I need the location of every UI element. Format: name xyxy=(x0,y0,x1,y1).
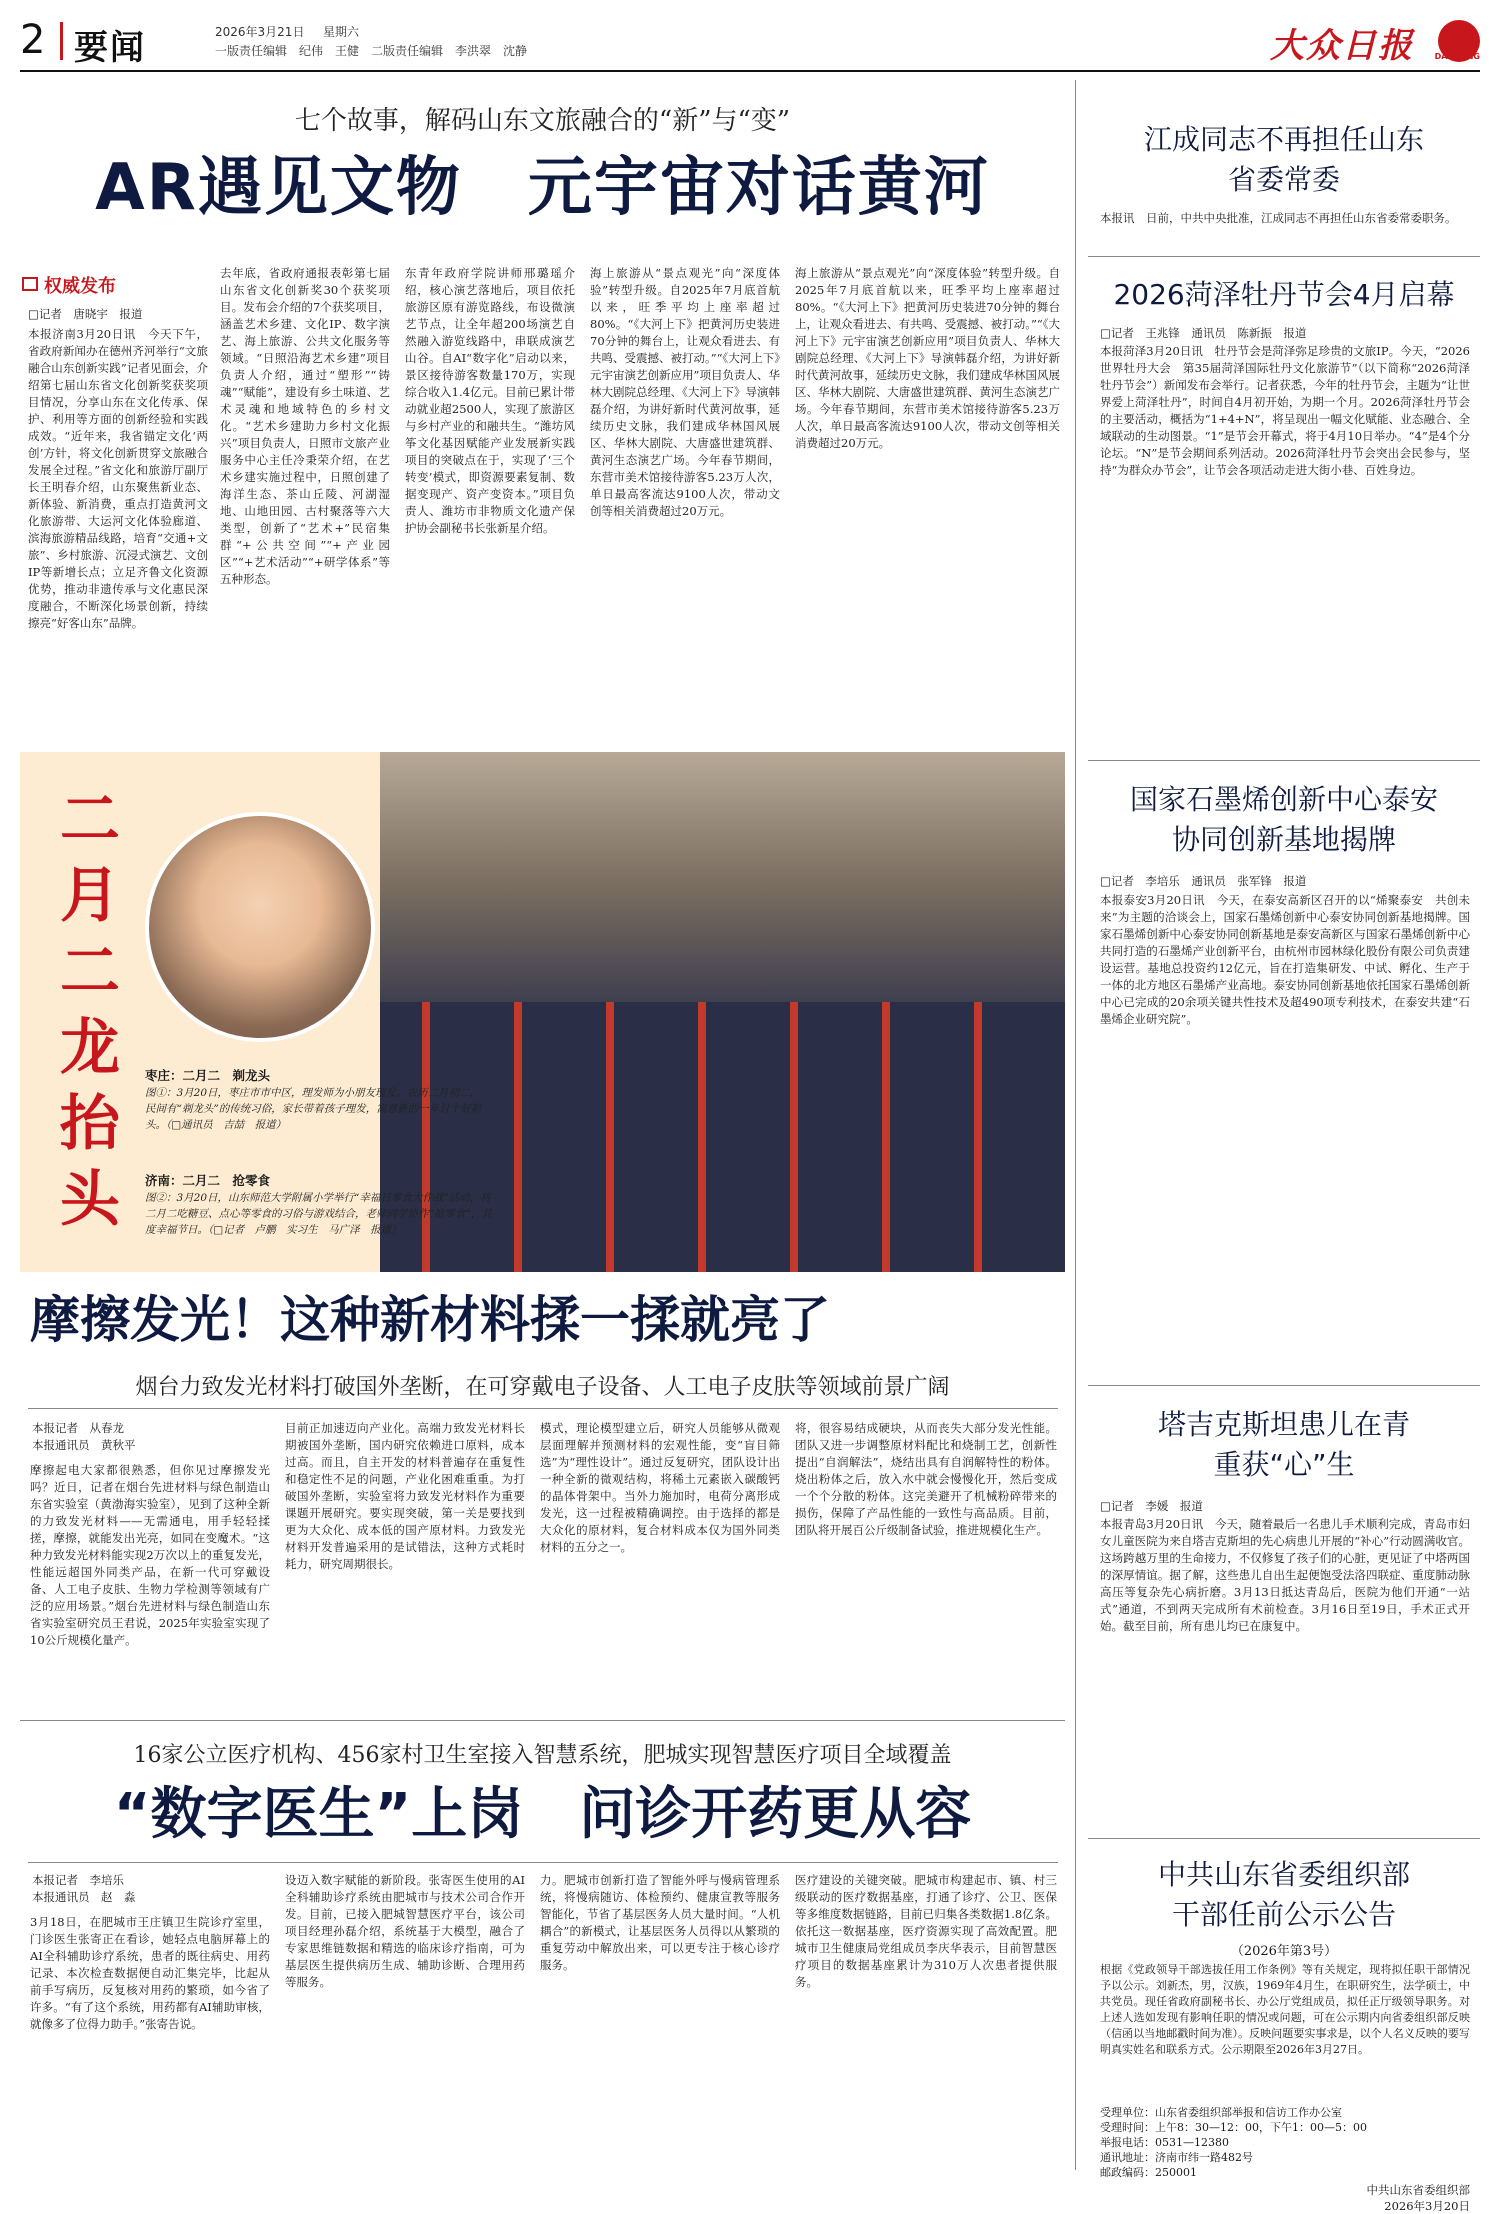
contact-line: 邮政编码：250001 xyxy=(1100,2166,1197,2179)
newspaper-logo xyxy=(1270,18,1480,64)
news-e-headline: 中共山东省委组织部干部任前公示公告 xyxy=(1157,1858,1410,1931)
logo-text: 大众日报 xyxy=(1270,26,1414,66)
release-label-text: 权威发布 xyxy=(44,276,116,297)
news-e-signature xyxy=(1367,2182,1471,2214)
lead-column-5: 海上旅游从“景点观光”向“深度体验”转型升级。自2025年7月底首航以来，旺季平均上座率超过80%。“《大河上下》把黄河历史装进70分钟的舞台上，让观众看进去、有共鸣、受震撼、被打动。”“《大河上下》元宇宙演艺创新应用”项目负责人、华林大剧院总经理、《大河上下》导演韩磊介绍，为讲好新时代黄河故事，延续历史文脉，我们建成华林国风展区、华林大剧院、大唐盛世建筑群、黄河生态演艺广场。今年春节期间，东营市美术馆接待游客5.23万人次，单日最高客流达9100人次，带动文创等相关消费超过20万元。 xyxy=(795,266,1060,450)
news-e-subtitle: （2026年第3号） xyxy=(1230,1944,1338,1959)
header-rule xyxy=(20,70,1480,72)
photo-haircut-child xyxy=(145,812,375,1042)
vertical-title xyxy=(50,782,130,1242)
caption-zaozhuang xyxy=(145,1067,485,1133)
caption-title: 济南：二月二 抢零食 xyxy=(145,1173,271,1188)
news-b-body: 本报菏泽3月20日讯 牡丹节会是菏泽弥足珍贵的文旅IP。今天，“2026世界牡丹大会 第35届菏泽国际牡丹文化旅游节”（以下简称“2026菏泽牡丹节会”）新闻发布会举行。记者获悉，今年的牡丹节会，主题为“让世界爱上菏泽牡丹”，时间自4月初开始，为期一个月。2026菏泽牡丹节会的主要活动，概括为“1+4+N”，将呈现出一幅文化赋能、业态融合、全域联动的生动图景。“1”是节会开幕式，将于4月10日举办。“4”是4个分论坛。“N”是节会期间系列活动。2026菏泽牡丹节会突出会民参与，坚持“为群众办节会”，让节会各项活动走进大街小巷、百姓身边。 xyxy=(1100,344,1470,477)
doctor-byline-1: 本报记者 李培乐 xyxy=(32,1873,124,1887)
signature-date: 2026年3月20日 xyxy=(1384,2199,1470,2213)
header-credits: 一版责任编辑 纪伟 王健 二版责任编辑 李洪翠 沈静 xyxy=(215,44,528,58)
right-rule xyxy=(1088,760,1480,761)
contact-line: 通讯地址：济南市纬一路482号 xyxy=(1100,2151,1253,2164)
vtitle-char: 抬 xyxy=(60,1089,120,1159)
doctor-article xyxy=(20,1730,1065,2180)
lead-article xyxy=(20,80,1065,750)
news-b-headline: 2026菏泽牡丹节会4月启幕 xyxy=(1113,278,1455,311)
section-rule xyxy=(20,1720,1065,1721)
friction-column-1: 摩擦起电大家都很熟悉，但你见过摩擦发光吗？近日，记者在烟台先进材料与绿色制造山东省实验室（黄渤海实验室），见到了这种全新的力致发光材料——无需通电，用手轻轻揉搓，摩擦，就能发出光亮，如同在变魔术。“这种力致发光材料能实现2万次以上的重复发光，性能远超国外同类产品，在新一代可穿戴设备、人工电子皮肤、生物力学检测等领域有广泛的应用场景。”烟台先进材料与绿色制造山东省实验室研究员王君说，2025年实验室实现了10公斤规模化量产。 xyxy=(30,1463,270,1647)
header-weekday: 星期六 xyxy=(323,25,360,39)
contact-line: 受理时间：上午8：30—12：00，下午1：00—5：00 xyxy=(1100,2121,1367,2134)
friction-byline-1: 本报记者 从春龙 xyxy=(32,1421,124,1435)
news-d-body: 本报青岛3月20日讯 今天，随着最后一名患儿手术顺利完成，青岛市妇女儿童医院为来自塔吉克斯坦的先心病患儿开展的“补心”行动圆满收官。这场跨越万里的生命接力，不仅修复了孩子们的心脏，更见证了中塔两国的深厚情谊。据了解，这些患儿自出生起便饱受法洛四联症、重度肺动脉高压等复杂先心病折磨。3月13日抵达青岛后，医院为他们开通“一站式”通道，不到两天完成所有术前检查。3月16日至19日，手术正式开始。截至目前，所有患儿均已在康复中。 xyxy=(1100,1517,1470,1633)
news-c-byline: □记者 李培乐 通讯员 张军锋 报道 xyxy=(1100,874,1307,888)
signature-org: 中共山东省委组织部 xyxy=(1366,2183,1470,2197)
caption-jinan xyxy=(145,1172,495,1238)
vtitle-char: 二 xyxy=(60,785,120,855)
right-column xyxy=(1088,80,1480,2213)
vtitle-char: 龙 xyxy=(60,1013,120,1083)
friction-column-3: 模式，理论模型建立后，研究人员能够从微观层面理解并预测材料的宏观性能，变“盲目筛选”为“理性设计”。通过反复研究，团队设计出一种全新的微观结构，将稀土元素嵌入碳酸钙的晶体骨架中。当外力施加时，电荷分离形成发光，这一过程被精确调控。由于选择的都是大众化的原材料，复合材料成本仅为国外同类材料的五分之一。 xyxy=(540,1421,780,1554)
right-rule xyxy=(1088,1385,1480,1386)
friction-subheadline: 烟台力致发光材料打破国外垄断，在可穿戴电子设备、人工电子皮肤等领域前景广阔 xyxy=(135,1375,950,1400)
section-name: 要闻 xyxy=(74,28,146,68)
caption-title: 枣庄：二月二 剃龙头 xyxy=(145,1068,271,1083)
photo-feature xyxy=(20,752,1065,1272)
friction-article xyxy=(20,1280,1065,1710)
friction-column-4: 将，很容易结成硬块，从而丧失大部分发光性能。团队又进一步调整原材料配比和烧制工艺，创新性提出“自润解法”，烧结出具有自润解特性的粉体。烧出粉体之后，放入水中就会慢慢化开，然后变成一个个分散的粉体。这完美避开了机械粉碎带来的损伤，保障了产品性能的一致性与高品质。目前，团队将开展百公斤级制备试验，推进规模化生产。 xyxy=(795,1421,1057,1537)
doctor-column-1: 3月18日，在肥城市王庄镇卫生院诊疗室里，门诊医生张寄正在看诊，她轻点电脑屏幕上的AI全科辅助诊疗系统，患者的既往病史、用药记录、本次检查数据便自动汇集完毕，比起从前手写病历，反复核对用药的繁琐，如今省了许多。“有了这个系统，用药都有AI辅助审核，就像多了位得力助手。”张寄告说。 xyxy=(30,1915,270,2031)
friction-byline-2: 本报通讯员 黄秋平 xyxy=(32,1438,136,1452)
doctor-kicker: 16家公立医疗机构、456家村卫生室接入智慧系统，肥城实现智慧医疗项目全域覆盖 xyxy=(133,1743,952,1768)
friction-rule xyxy=(28,1408,1058,1409)
lead-column-3: 东青年政府学院讲师邢璐瑶介绍，核心演艺落地后，项目依托旅游区原有游览路线，布设微演艺节点，让全年超200场演艺自然融入游览线路中，串联成演艺山谷。自AI“数字化”启动以来，景区接待游客数量170万，实现综合收入1.4亿元。目前已累计带动就业超2500人，实现了旅游区与乡村产业的和融共生。“潍坊风筝文化基因赋能产业发展新实践项目的突破点在于，实现了‘三个转变’模式，即资源要素复制、数据变现产、资产变资本。”项目负责人、潍坊市非物质文化遗产保护协会副秘书长张新星介绍。 xyxy=(405,266,575,535)
news-b-byline: □记者 王兆锋 通讯员 陈新振 报道 xyxy=(1100,326,1307,340)
vtitle-char: 月 xyxy=(60,861,120,931)
doctor-column-3: 力。肥城市创新打造了智能外呼与慢病管理系统，将慢病随访、体检预约、健康宣教等服务智能化，节省了基层医务人员大量时间。“人机耦合”的新模式，让基层医务人员得以从繁琐的重复劳动中解放出来，可以更专注于核心诊疗服务。 xyxy=(540,1873,780,1972)
lead-kicker: 七个故事，解码山东文旅融合的“新”与“变” xyxy=(294,106,791,136)
news-d-byline: □记者 李媛 报道 xyxy=(1100,1499,1203,1513)
logo-english: DAZHONG xyxy=(1434,52,1480,61)
lead-column-4: 海上旅游从“景点观光”向“深度体验”转型升级。自2025年7月底首航以来，旺季平均上座率超过80%。“《大河上下》把黄河历史装进70分钟的舞台上，让观众看进去、有共鸣、受震撼、被打动。”“《大河上下》元宇宙演艺创新应用”项目负责人、华林大剧院总经理、《大河上下》导演韩磊介绍，为讲好新时代黄河故事，延续历史文脉，我们建成华林国风展区、华林大剧院、大唐盛世建筑群、黄河生态演艺广场。今年春节期间，东营市美术馆接待游客5.23万人次，单日最高客流达9100人次，带动文创等相关消费超过20万元。 xyxy=(590,266,780,518)
news-c-body: 本报泰安3月20日讯 今天，在泰安高新区召开的以“烯聚泰安 共创未来”为主题的洽谈会上，国家石墨烯创新中心泰安协同创新基地揭牌。国家石墨烯创新中心泰安协同创新基地是泰安高新区与国家石墨烯创新中心共同打造的石墨烯产业创新平台，由杭州市园林绿化股份有限公司负责建设运营。基地总投资约12亿元，旨在打造集研发、中试、孵化、生产于一体的北方地区石墨烯产业高地。泰安协同创新基地依托国家石墨烯创新中心已完成的20余项关键共性技术及超490项专利技术，在泰安共建“石墨烯企业研究院”。 xyxy=(1100,893,1470,1026)
lead-column-1: 本报济南3月20日讯 今天下午，省政府新闻办在德州齐河举行“文旅融合山东创新实践”记者见面会，介绍第七届山东省文化创新奖获奖项目情况，分享山东在文化传承、保护、利用等方面的创新经验和实践成效。“近年来，我省锚定文化‘两创’方针，将文化创新贯穿文旅融合发展全过程。”省文化和旅游厅副厅长王明春介绍，山东聚焦新业态、新体验、新消费，重点打造黄河文化旅游带、大运河文化体验廊道、滨海旅游精品线路，培育“交通+文旅”、乡村旅游、沉浸式演艺、文创IP等新增长点；立足齐鲁文化资源优势，推动非遗传承与文化惠民深度融合，不断深化场景创新，持续擦亮“好客山东”品牌。 xyxy=(28,327,208,630)
news-d-headline: 塔吉克斯坦患儿在青重获“心”生 xyxy=(1157,1408,1410,1481)
vtitle-char: 二 xyxy=(60,937,120,1007)
caption-text: 图①：3月20日，枣庄市市中区，理发师为小朋友理发。农历二月初二，民间有“剃龙头”的传统习俗，家长带着孩子理发，寓意新的一年讨个好彩头。（□通讯员 吉喆 报道） xyxy=(145,1087,482,1131)
lead-column-2: 去年底，省政府通报表彰第七届山东省文化创新奖30个获奖项目。发布会介绍的7个获奖项目，涵盖艺术乡建、文化IP、数字演艺、海上旅游、公共文化服务等领域。“日照沿海艺术乡建”项目负责人介绍，通过“塑形”“铸魂”“赋能”，建设有乡土味道、艺术灵魂和地域特色的乡村文化。“艺术乡建助力乡村文化振兴”项目负责人，日照市文旅产业服务中心主任冷秉荣介绍，在艺术乡建实施过程中，日照创建了海洋生态、茶山丘陵、河湖湿地、山地田园、古村聚落等六大类型，创新了“艺术+”民宿集群“+公共空间”“+产业园区”“+艺术活动”“+研学体系”等五种形态。 xyxy=(220,266,390,586)
contact-line: 举报电话：0531—12380 xyxy=(1100,2136,1229,2149)
header-date: 2026年3月21日 xyxy=(215,25,305,39)
header-divider xyxy=(60,22,63,60)
doctor-headline: “数字医生”上岗 问诊开药更从容 xyxy=(113,1782,972,1847)
release-icon xyxy=(22,277,38,291)
doctor-rule xyxy=(28,1862,1058,1863)
friction-column-2: 目前正加速迈向产业化。高端力致发光材料长期被国外垄断，国内研究依赖进口原料，成本过高。而且，自主开发的材料普遍存在重复性和稳定性不足的问题，产业化困难重重。为打破国外垄断，实验室将力致发光材料作为重要课题开展研究。要实现突破，第一关是要找到更为大众化、成本低的国产原材料。力致发光材料开发普遍采用的是试错法，这种方式耗时耗力，研究周期很长。 xyxy=(285,1421,525,1571)
news-e-body: 根据《党政领导干部选拔任用工作条例》等有关规定，现将拟任职干部情况予以公示。刘新杰，男，汉族，1969年4月生，在职研究生，法学硕士，中共党员。现任省政府副秘书长、办公厅党组成员，拟任正厅级领导职务。对上述人选如发现有影响任职的情况或问题，可在公示期内向省委组织部反映（信函以当地邮戳时间为准）。反映问题要实事求是，以个人名义反映的要写明真实姓名和联系方式。公示期限至2026年3月27日。 xyxy=(1100,1963,1470,2056)
lead-headline: AR遇见文物 元宇宙对话黄河 xyxy=(95,151,990,225)
news-a-body: 本报讯 日前，中共中央批准，江成同志不再担任山东省委常委职务。 xyxy=(1100,211,1457,225)
right-rule xyxy=(1088,1838,1480,1839)
news-c-headline: 国家石墨烯创新中心泰安协同创新基地揭牌 xyxy=(1129,783,1438,856)
vtitle-char: 头 xyxy=(60,1165,120,1235)
doctor-column-4: 医疗建设的关键突破。肥城市构建起市、镇、村三级联动的医疗数据基座，打通了诊疗、公卫、医保等多维度数据链路，目前已归集各类数据1.8亿条。依托这一数据基座，医疗资源实现了高效配置。肥城市卫生健康局党组成员李庆华表示，目前智慧医疗项目的数据基座累计为310万人次患者提供服务。 xyxy=(795,1873,1057,1989)
doctor-column-2: 设迈入数字赋能的新阶段。张寄医生使用的AI全科辅助诊疗系统由肥城市与技术公司合作开发。目前，已接入肥城智慧医疗平台，该公司项目经理孙磊介绍，系统基于大模型，融合了专家思维链数据和精选的临床诊疗指南，可为基层医生提供病历生成、辅助诊断、合理用药等服务。 xyxy=(285,1873,525,1989)
caption-text: 图②：3月20日，山东师范大学附属小学举行“幸福日零食大作战”活动，将二月二吃糖豆、点心等零食的习俗与游戏结合，老师同学协作“抢零食”，共度幸福节日。（□记者 卢鹏 实习生 马广泽 报道） xyxy=(145,1192,492,1236)
right-rule xyxy=(1088,256,1480,257)
authority-release-label xyxy=(22,270,222,298)
page-number: 2 xyxy=(20,17,46,63)
friction-headline: 摩擦发光！这种新材料揉一揉就亮了 xyxy=(30,1291,830,1349)
contact-line: 受理单位：山东省委组织部举报和信访工作办公室 xyxy=(1100,2106,1342,2119)
news-e-contact xyxy=(1100,2105,1470,2180)
doctor-byline-2: 本报通讯员 赵 淼 xyxy=(32,1890,136,1904)
news-a-headline: 江成同志不再担任山东省委常委 xyxy=(1143,123,1424,196)
lead-byline: □记者 唐晓宇 报道 xyxy=(28,307,143,321)
column-divider-right xyxy=(1075,80,1076,2170)
page-header xyxy=(20,17,1480,68)
